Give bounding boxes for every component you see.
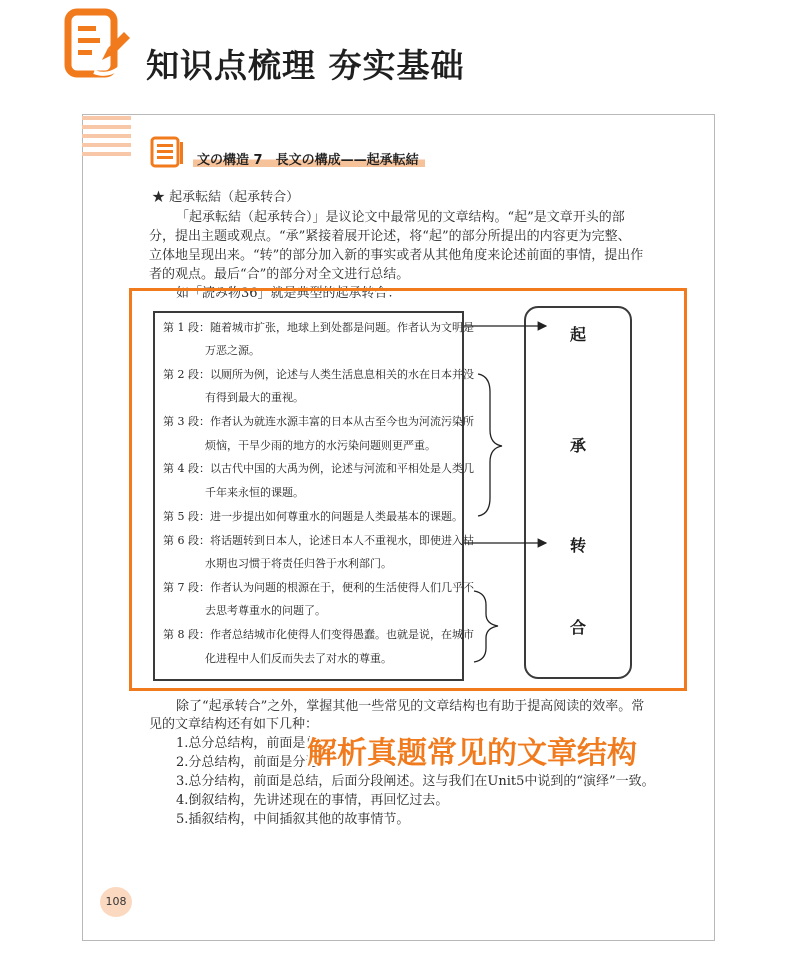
highlight-frame: [129, 288, 687, 691]
paragraph-7-line-2: 去思考尊重水的问题了。: [205, 604, 326, 617]
intro-line-3: 立体地呈现出来。“转”的部分加入新的事实或者从其他角度来论述前面的事情，提出作: [149, 248, 644, 263]
paragraph-8-line-1: 第 8 段：作者总结城市化使得人们变得愚蠢。也就是说，在城市: [163, 628, 474, 641]
stage-zhuan: 转: [570, 536, 587, 555]
after-line-6: 4.倒叙结构，先讲述现在的事情，再回忆过去。: [176, 793, 449, 808]
after-line-2: 见的文章结构还有如下几种：: [149, 717, 319, 732]
intro-line-1: 「起承転結（起承转合）」是议论文中最常见的文章结构。“起”是文章开头的部: [176, 210, 625, 225]
after-line-7: 5.插叙结构，中间插叙其他的故事情节。: [176, 812, 410, 827]
stage-he: 合: [570, 618, 587, 637]
paragraph-7-line-1: 第 7 段：作者认为问题的根源在于，便利的生活使得人们几乎不: [163, 581, 474, 594]
intro-line-5: 如「読み物36」就是典型的起承转合：: [176, 286, 401, 301]
paragraph-5-line-1: 第 5 段：进一步提出如何尊重水的问题是人类最基本的课题。: [163, 510, 463, 523]
intro-line-4: 者的观点。最后“合”的部分对全文进行总结。: [149, 267, 410, 282]
paragraph-2-line-2: 有得到最大的重视。: [205, 391, 304, 404]
paragraph-4-line-2: 千年来永恒的课题。: [205, 486, 304, 499]
paragraph-1-line-2: 万恶之源。: [205, 344, 260, 357]
intro-line-2: 分，提出主题或观点。“承”紧接着展开论述，将“起”的部分所提出的内容更为完整、: [149, 229, 631, 244]
after-line-5: 3.总分结构，前面是总结，后面分段阐述。这与我们在Unit5中说到的“演绎”一致。: [176, 774, 655, 789]
paragraph-2-line-1: 第 2 段：以厕所为例，论述与人类生活息息相关的水在日本并没: [163, 368, 474, 381]
paragraph-3-line-1: 第 3 段：作者认为就连水源丰富的日本从古至今也为河流污染所: [163, 415, 474, 428]
paragraph-1-line-1: 第 1 段：随着城市扩张，地球上到处都是问题。作者认为文明是: [163, 321, 474, 334]
stage-qi: 起: [570, 325, 587, 344]
overlay-caption: 解析真题常见的文章结构: [307, 736, 637, 771]
paragraph-4-line-1: 第 4 段：以古代中国的大禹为例，论述与河流和平相处是人类几: [163, 462, 474, 475]
paragraph-6-line-2: 水期也习惯于将责任归咎于水利部门。: [205, 557, 392, 570]
page-number: 108: [100, 887, 132, 917]
paragraph-6-line-1: 第 6 段：将话题转到日本人，论述日本人不重视水，即使进入枯: [163, 534, 474, 547]
intro-heading: ★ 起承転結（起承转合）: [152, 190, 300, 205]
paragraph-8-line-2: 化进程中人们反而失去了对水的尊重。: [205, 652, 392, 665]
after-line-3: 1.总分总结构，前面是总: [176, 736, 319, 751]
after-line-4: 2.分总结构，前面是分述: [176, 755, 319, 770]
section-title-text: 文の構造 7 長文の構成——起承転結: [193, 153, 425, 168]
stage-cheng: 承: [570, 436, 587, 455]
paragraph-3-line-2: 烦恼，干旱少雨的地方的水污染问题则更严重。: [205, 439, 436, 452]
after-line-1: 除了“起承转合”之外，掌握其他一些常见的文章结构也有助于提高阅读的效率。常: [176, 699, 645, 714]
page-heading: 知识点梳理 夯实基础: [146, 46, 465, 85]
